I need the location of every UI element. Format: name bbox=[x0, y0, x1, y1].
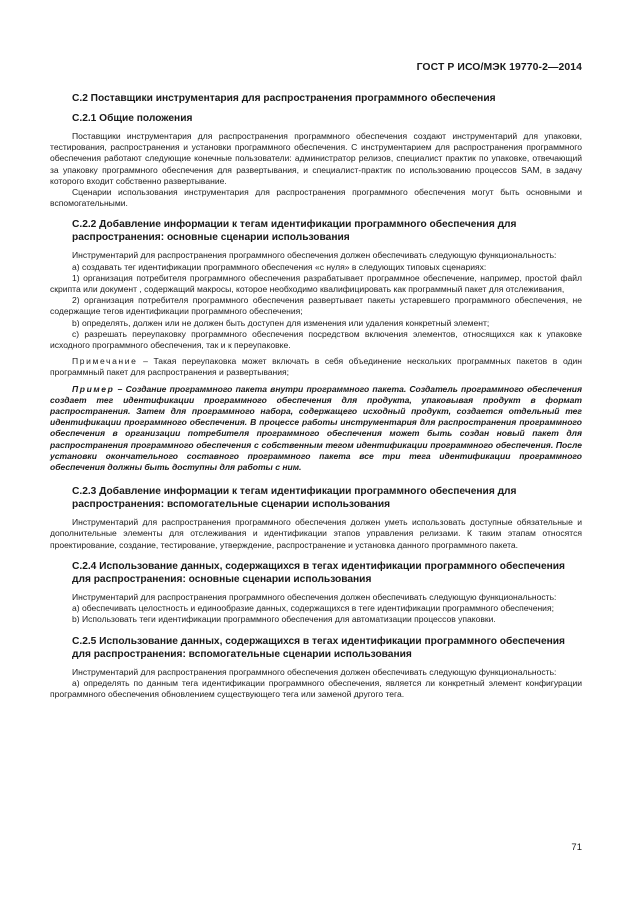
page-content bbox=[50, 92, 582, 700]
c24-paragraph-3: b) Использовать теги идентификации программного обеспечения для автоматизации процессов упаковки. bbox=[72, 614, 496, 625]
c24-paragraph-1: Инструментарий для распространения программного обеспечения должен обеспечивать следующую функциональность: bbox=[72, 591, 557, 602]
example-label: Пример bbox=[72, 383, 115, 394]
c24-paragraph-2: а) обеспечивать целостность и единообразие данных, содержащихся в теге идентификации программного обеспечения; bbox=[72, 603, 554, 614]
section-c23-title: С.2.3 Добавление информации к тегам идентификации программного обеспечения для распространения: вспомогательные сценарии использования bbox=[72, 486, 517, 511]
c25-paragraph-1: Инструментарий для распространения программного обеспечения должен обеспечивать следующую функциональность: bbox=[72, 666, 557, 677]
section-c21-title: С.2.1 Общие положения bbox=[72, 113, 193, 124]
c22-paragraph-3: 1) организация потребителя программного обеспечения разрабатывает программное обеспечение, например, простой файл скрипта или документ , содержащий макросы, которое необходимо квалифицировать как программный пакет для отслеживания, bbox=[50, 272, 582, 295]
c25-paragraph-2: а) определять по данным тега идентификации программного обеспечения, является ли конкретный элемент конфигурации программного обеспечения обновлением существующего тега или заменой другого тега. bbox=[50, 677, 582, 699]
standard-header: ГОСТ Р ИСО/МЭК 19770-2—2014 bbox=[416, 62, 582, 73]
c22-paragraph-1: Инструментарий для распространения программного обеспечения должен обеспечивать следующую функциональность: bbox=[72, 250, 557, 261]
c22-paragraph-6: с) разрешать переупаковку программного обеспечения посредством включения элементов, относящихся как к упаковке исходного программного обеспечения, так и к переупаковке. bbox=[50, 328, 582, 351]
c22-paragraph-4: 2) организация потребителя программного обеспечения развертывает пакеты устаревшего программного обеспечения, не содержащие тегов идентификации программного обеспечения; bbox=[50, 295, 582, 317]
section-c22-title: С.2.2 Добавление информации к тегам идентификации программного обеспечения для распространения: основные сценарии использования bbox=[72, 219, 517, 244]
c22-example bbox=[50, 384, 582, 474]
c21-paragraph-1: Поставщики инструментария для распространения программного обеспечения создают инструментарий для упаковки, тестирования, распространения и установки программного обеспечения. С инструментарием для распространения программного обеспечения работают следующие конечные пользователи: администратор релизов, специалист практик по упаковке, отвечающий за упаковку программного обеспечения для развертывания, и специалист-практик по использованию процессов SAM, в задачу которого входит собственно развертывание. bbox=[50, 131, 582, 186]
note-label: Примечание bbox=[72, 356, 138, 367]
example-text: – Создание программного пакета внутри программного пакета. Создатель программного обеспечения создает тег идентификации программного обеспечения для продукта, упаковывая продукт в формат распространения. Затем для программного набора, содержащего исходный продукт, создается отдельный тег идентификации программного обеспечения. В процессе работы инструментария для распространения программного обеспечения в организации потребителя программного обеспечения может быть создан новый пакет для распространения программного обеспечения с собственным тегом идентификации программного обеспечения. После установки окончательного составного программного пакета все три тега идентификации программного обеспечения должны быть доступны для работы с ним. bbox=[50, 383, 582, 473]
document-page bbox=[50, 0, 582, 913]
page-number: 71 bbox=[571, 842, 582, 853]
c23-paragraph-1: Инструментарий для распространения программного обеспечения должен уметь использовать доступные обязательные и дополнительные элементы для отслеживания и идентификации этапов управления релизами. К таким этапам относятся проектирование, создание, тестирование, утверждение, распространение и установка данного программного пакета. bbox=[50, 517, 582, 550]
c22-note bbox=[50, 356, 582, 378]
section-c2-title: С.2 Поставщики инструментария для распространения программного обеспечения bbox=[72, 93, 496, 104]
c22-paragraph-5: b) определять, должен или не должен быть доступен для изменения или удаления конкретный элемент; bbox=[72, 317, 490, 328]
section-c24-title: С.2.4 Использование данных, содержащихся в тегах идентификации программного обеспечения для распространения: основные сценарии использования bbox=[72, 560, 566, 585]
section-c25-title: С.2.5 Использование данных, содержащихся в тегах идентификации программного обеспечения для распространения: вспомогательные сценарии использования bbox=[72, 635, 566, 660]
c21-paragraph-2: Сценарии использования инструментария для распространения программного обеспечения могут быть основными и вспомогательными. bbox=[50, 187, 582, 209]
note-text: – Такая переупаковка может включать в себя объединение нескольких программных пакетов в один программный пакет для распространения и развертывания; bbox=[50, 356, 582, 378]
c22-paragraph-2: а) создавать тег идентификации программного обеспечения «с нуля» в следующих типовых сценариях: bbox=[72, 261, 487, 272]
